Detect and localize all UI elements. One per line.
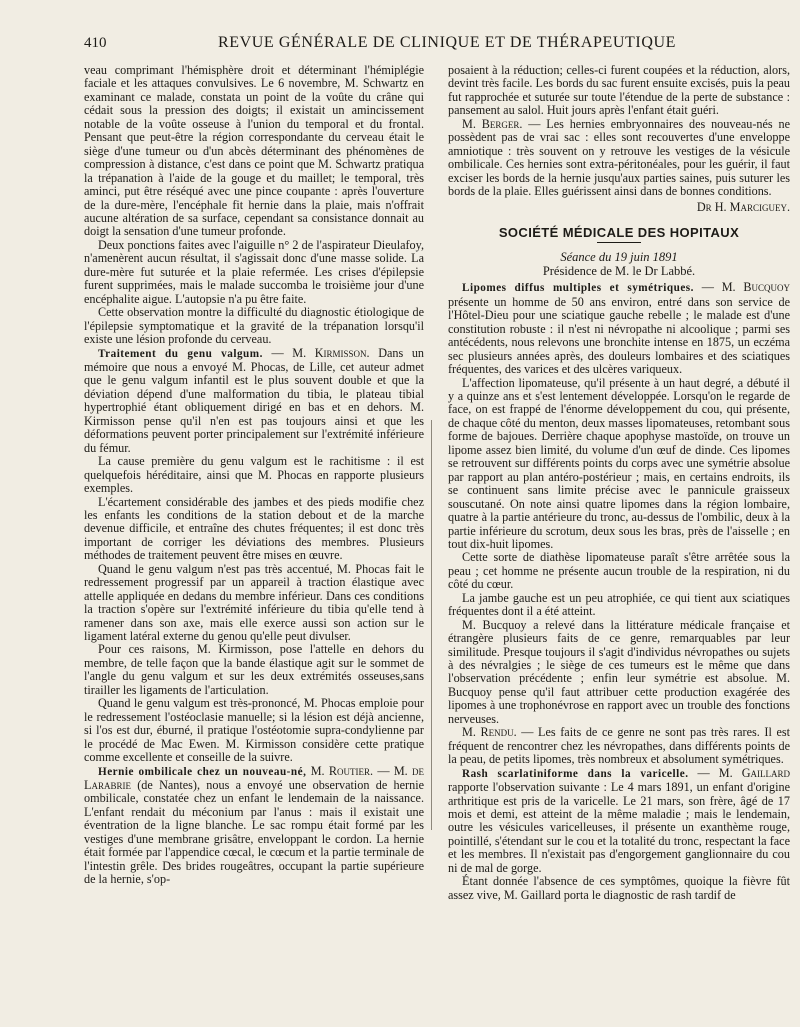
paragraph: Quand le genu valgum est très-prononcé, M. Phocas emploie pour le redressement l'ostéoclasie manuelle; si la lésion est déjà ancienne, si l'os est dur, éburné, il pratique l'ostéotomie supra-condylienne par le procédé de Mac Ewen. M. Kirmisson considère cette pratique comme excellente et conseille de la suivre. [84, 696, 424, 765]
paragraph: Cette sorte de diathèse lipomateuse paraît s'être arrêtée sous la peau ; cet homme ne présente aucun trouble de la respiration, ni du côté du cœur. [448, 550, 790, 592]
section-heading: Hernie ombilicale chez un nouveau-né, [98, 765, 307, 778]
right-column [448, 64, 790, 902]
author-name: Gaillard [741, 765, 790, 780]
session-date: Séance du 19 juin 1891 [560, 250, 678, 265]
author-name: M. Berger. [462, 116, 523, 131]
column-divider [431, 420, 432, 830]
paragraph-text: — Les hernies embryonnaires des nouveau-nés ne possèdent pas de vrai sac : elles sont recouvertes d'une enveloppe amniotique : très souvent on y retrouve les vestiges de la vésicule ombilicale. Ces hernies sont extra-péritonéales, pour les guérir, il faut exciser les bords de la hernie jusqu'aux parties saines, puis suturer les bords de la plaie. Elles guérissent ainsi dans de bonnes conditions. [448, 116, 791, 199]
title-rule [597, 242, 641, 243]
author-name: M. Routier. [310, 763, 374, 778]
society-title: SOCIÉTÉ MÉDICALE DES HOPITAUX [498, 224, 740, 240]
author-name: Kirmisson. [314, 345, 370, 360]
paragraph-text: (de Nantes), nous a envoyé une observation de hernie ombilicale, constatée chez un enfant le lendemain de la naissance. L'enfant rendait du méconium par l'anus : mais il existait une éventration de la ligne blanche. Le sac rompu était formé par les vestiges d'une membrane grisâtre, enveloppant le cordon. La hernie était formée par l'appendice cœcal, le cœcum et la partie terminale de l'intestin grêle. Des brides rougeâtres, occupant la partie supérieure de la hernie, s'op- [84, 778, 424, 887]
author-name: Bucquoy [743, 280, 790, 295]
rendu-remark [448, 726, 790, 766]
article-rash: Rash scarlatiniforme dans la varicelle. — M. Gaillard rapporte l'observation suivante : Le 4 mars 1891, un enfant d'origine arthritique est pris de la varicelle. Le 21 mars, son frère, âgé de 17 mois et demi, est atteint de la même maladie ; mais le lendemain, outre les vésicules varicelleuses, il présente un exanthème rouge, pointillé, s'étendant sur le cou et la totalité du tronc, respectant la face et les membres. Il n'existait pas d'engorgement ganglionnaire du cou ni de mal de gorge. [448, 765, 790, 875]
paragraph-text: — Les faits de ce genre ne sont pas très rares. Il est fréquent de rencontrer chez les névropathes, dans différents points de la peau, de petits lipomes, très nombreux et absolument symétriques. [448, 725, 790, 767]
paragraph: M. Bucquoy a relevé dans la littérature médicale française et étrangère plusieurs faits de ce genre, remarquables par leur similitude. Presque toujours il s'agit d'individus névropathes ou sujets à des névralgies ; le siège de ces tumeurs est le même que dans l'observation précédente ; enfin leur symétrie est absolue. M. Bucquoy pense qu'il faut attribuer cette production exagérée des lipomes à une trophonévrose en rapport avec un trouble des fonctions nerveuses. [448, 617, 790, 726]
paragraph: L'affection lipomateuse, qu'il présente à un haut degré, a débuté il y a quinze ans et s'est lentement développée. Lorsqu'on le regarde de face, on est frappé de l'énorme développement du cou, qui présente, de chaque côté du menton, deux masses lipomateuses, retombant sous forme de bajoues. Derrière chaque apophyse mastoïde, on trouve un lipome assez bien limité, du volume d'un œuf de dinde. Ces lipomes se retrouvent sur différents points du corps avec une symétrie absolue par rapport au plan antéro-postérieur ; mais, en certains endroits, ils se continuent sans limite précise avec le pannicule graisseux souscutané. On note ainsi quatre lipomes dans la région lombaire, quatre à la partie antérieure du tronc, au-dessus de l'ombilic, deux à la partie inférieure du scrotum, deux sous les bras, près de l'aisselle ; en tout dix-huit lipomes. [448, 375, 790, 551]
paragraph: L'écartement considérable des jambes et des pieds modifie chez les enfants les conditions de la station debout et de la marche devenue difficile, et entraîne des chutes fréquentes; il est donc très important de corriger les déviations des membres. Plusieurs méthodes de traitement peuvent être mises en œuvre. [84, 494, 424, 563]
presidency: Présidence de M. le Dr Labbé. [542, 263, 696, 278]
section-heading: Traitement du genu valgum. [98, 347, 263, 360]
left-column [84, 64, 424, 887]
section-heading: Lipomes diffus multiples et symétriques. [462, 282, 694, 295]
paragraph: La jambe gauche est un peu atrophiée, ce qui tient aux sciatiques fréquentes dont il a été atteint. [448, 590, 790, 619]
paragraph: Cette observation montre la difficulté du diagnostic étiologique de l'épilepsie symptomatique et la gravité de la trépanation lorsqu'il existe une lésion profonde du cerveau. [84, 305, 424, 347]
author-name: M. de Larabrie [84, 763, 425, 793]
paragraph: veau comprimant l'hémisphère droit et déterminant l'hémiplégie faciale et les attaques convulsives. Le 6 novembre, M. Schwartz en examinant ce malade, constata un point de la voûte du crâne qui cédait sous la pression des doigts; il existait un amincissement notable de la voûte osseuse à l'union du temporal et du frontal. Pensant que peut-être la région correspondante du cerveau était le siège d'une tumeur ou d'un abcès déterminant des phénomènes de compression à distance, c'est dans ce point que M. Schwartz pratiqua la trépanation à l'aide de la gouge et du maillet; le temporal, très aminci, put être réséqué avec une pince coupante : après l'ouverture de la dure-mère, l'encéphale fit hernie dans la plaie, mais n'offrait aucune altération de sa surface, cependant sa consistance donnait au doigt la sensation d'une tumeur profonde. [84, 63, 424, 239]
signature: Dr H. Marciguey. [696, 199, 790, 214]
paragraph: Deux ponctions faites avec l'aiguille n° 2 de l'aspirateur Dieulafoy, n'amenèrent aucun résultat, il s'agissait donc d'une masse solide. La dure-mère fut suturée et la plaie refermée. Les crises d'épilepsie furent supprimées, mais le malade succomba le troisième jour d'une encéphalite aigue. L'autopsie n'a pu être faite. [84, 237, 424, 306]
paragraph: Quand le genu valgum n'est pas très accentué, M. Phocas fait le redressement progressif par un appareil à traction élastique avec attelle appliquée en dedans du membre inférieur. Dans ces conditions la traction s'opère sur l'extrémité inférieure du tibia qu'elle tend à ramener dans son axe, mais elle exerce aussi son action sur le ligament latéral externe du genou qu'elle peut divulser. [84, 561, 424, 644]
page-number: 410 [84, 34, 107, 51]
paragraph: La cause première du genu valgum est le rachitisme : il est quelquefois héréditaire, ainsi que M. Phocas en rapporte plusieurs exemples. [84, 454, 424, 496]
article-hernie-ombilicale: Hernie ombilicale chez un nouveau-né, M. Routier. — M. de Larabrie (de Nantes), nous a envoyé une observation de hernie ombilicale, constatée chez un enfant le lendemain de la naissance. L'enfant rendait du méconium par l'anus : mais il existait une éventration de la ligne blanche. Le sac rompu était formé par les vestiges d'une membrane grisâtre, enveloppant le cordon. La hernie était formée par l'appendice cœcal, le cœcum et la partie terminale de l'intestin grêle. Des brides rougeâtres, occupant la partie supérieure de la hernie, s'op- [84, 763, 425, 887]
paragraph: Pour ces raisons, M. Kirmisson, pose l'attelle en dehors du membre, de telle façon que la bande élastique agit sur le sommet de l'angle du genu valgum et sur les deux extrémités osseuses,sans tirailler les ligaments de l'articulation. [84, 642, 424, 697]
paragraph: posaient à la réduction; celles-ci furent coupées et la réduction, alors, devint très facile. Les bords du sac furent ensuite excisés, puis la peau fut rapprochée et suturée sur toute l'étendue de la perte de substance : pansement au salol. Huit jours après l'enfant était guéri. [448, 63, 790, 118]
paragraph-text: présente un homme de 50 ans environ, entré dans son service de l'Hôtel-Dieu pour une sciatique gauche rebelle ; le malade est d'une constitution robuste : il n'est ni névropathe ni alcoolique ; parmi ses antécédents, nous relevons une bronchite intense en 1875, un eczéma sec plusieurs années après, des douleurs lombaires et des sciatiques fréquentes, des varices et des ulcères variqueux. [448, 294, 790, 377]
author-name: M. Rendu. [462, 725, 517, 740]
article-genu-valgum: Traitement du genu valgum. — M. Kirmisson. Dans un mémoire que nous a envoyé M. Phocas, de Lille, cet auteur admet que le genu valgum infantil est le plus souvent double et que la déviation dépend d'une malformation du tibia, le plateau tibial hypertrophié étant obliquement dirigé en bas et en dehors. M. Kirmisson pense qu'il n'en est pas toujours ainsi et que les déformations peuvent porter principalement sur l'extrémité inférieure du fémur. [84, 345, 425, 455]
page-header [84, 30, 764, 56]
article-lipomes: Lipomes diffus multiples et symétriques. — M. Bucquoy présente un homme de 50 ans environ, entré dans son service de l'Hôtel-Dieu pour une sciatique gauche rebelle ; le malade est d'une constitution robuste : il n'est ni névropathe ni alcoolique ; parmi ses antécédents, nous relevons une bronchite intense en 1875, un eczéma sec plusieurs années après, des douleurs lombaires et des sciatiques fréquentes, des varices et des ulcères variqueux. [448, 280, 790, 377]
paragraph-text: rapporte l'observation suivante : Le 4 mars 1891, un enfant d'origine arthritique est pris de la varicelle. Le 21 mars, son frère, âgé de 17 mois et demi, est atteint de la même maladie ; mais le lendemain, outre les vésicules varicelleuses, il présente un exanthème rouge, pointillé, s'étendant sur le cou et la totalité du tronc, respectant la face et les membres. Il n'existait pas d'engorgement ganglionnaire du cou ni de mal de gorge. [448, 780, 790, 875]
paragraph: Étant donnée l'absence de ces symptômes, quoique la fièvre fût assez vive, M. Gaillard porta le diagnostic de rash tardif de [448, 874, 790, 902]
paragraph-text: Dans un mémoire que nous a envoyé M. Phocas, de Lille, cet auteur admet que le genu valgum infantil est le plus souvent double et que la déviation dépend d'une malformation du tibia, le plateau tibial hypertrophié étant obliquement dirigé en bas et en dehors. M. Kirmisson pense qu'il n'en est pas toujours ainsi et que les déformations peuvent porter principalement sur l'extrémité inférieure du fémur. [84, 345, 425, 455]
section-heading: Rash scarlatiniforme dans la varicelle. [462, 767, 689, 780]
berger-remark [448, 118, 790, 199]
running-title: REVUE GÉNÉRALE DE CLINIQUE ET DE THÉRAPEUTIQUE [217, 34, 677, 51]
